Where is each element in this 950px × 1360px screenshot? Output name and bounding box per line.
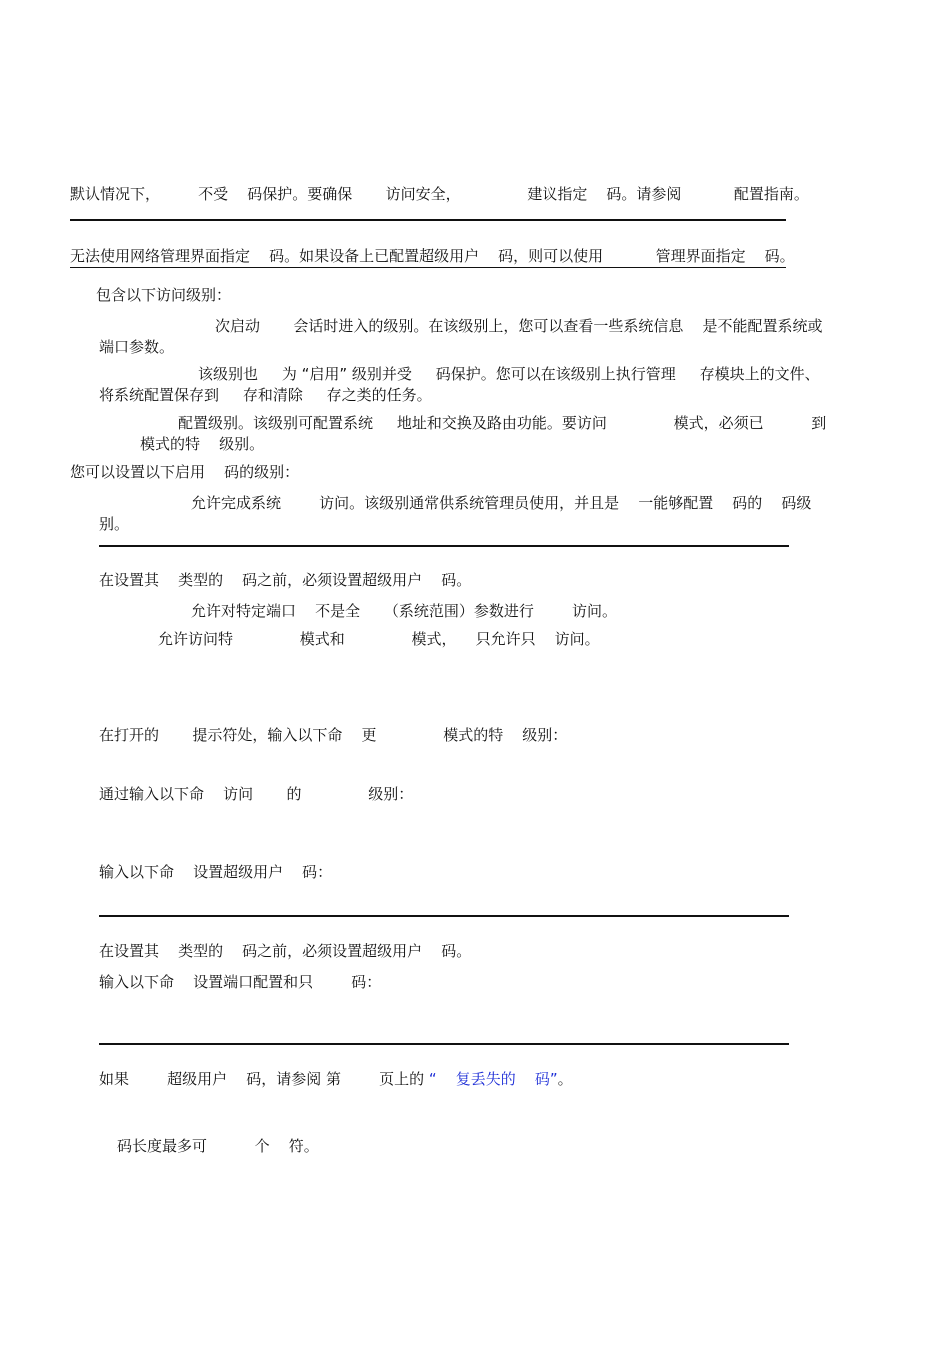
level-privileged-line2: 将系统配置保存到 存和清除 存之类的任务。 [99,386,432,404]
rule [99,545,789,547]
note-super-user-first-2: 在设置其 类型的 码之前，必须设置超级用户 码。 [99,942,472,960]
step-set-port-config: 输入以下命 设置端口配置和只 码： [99,973,382,991]
level-user-line1: 次启动 会话时进入的级别。在该级别上，您可以查看一些系统信息 是不能配置系统或 [215,317,823,335]
step-set-super-user: 输入以下命 设置超级用户 码： [99,863,333,881]
access-levels-heading: 包含以下访问级别： [96,286,232,304]
rule [70,219,786,221]
enable-levels-heading: 您可以设置以下启用 码的级别： [70,463,300,481]
level-read-only: 允许访问特 模式和 模式， 只允许只 访问。 [158,630,600,648]
level-super-user-line1: 允许完成系统 访问。该级别通常供系统管理员使用，并且是 一能够配置 码的 码级 [191,494,812,512]
level-privileged-line1: 该级别也 为 “启用” 级别并受 码保护。您可以在该级别上执行管理 存模块上的文件、 [198,365,820,383]
para-default-password: 默认情况下， 不受 码保护。要确保 访问安全， 建议指定 码。请参阅 配置指南。 [70,185,809,203]
para-web-management: 无法使用网络管理界面指定 码。如果设备上已配置超级用户 码，则可以使用 管理界面指定 码。 [70,247,795,265]
level-port-config: 允许对特定端口 不是全 （系统范围）参数进行 访问。 [191,602,618,620]
tip-forgot-password [99,1069,573,1089]
level-super-user-line2: 别。 [99,515,130,533]
rule [99,1043,789,1045]
step-change-level: 在打开的 提示符处，输入以下命 更 模式的特 级别： [99,726,568,744]
note-super-user-first: 在设置其 类型的 码之前，必须设置超级用户 码。 [99,571,472,589]
level-config-line1: 配置级别。该级别可配置系统 地址和交换及路由功能。要访问 模式，必须已 到 [178,414,827,432]
rule [70,267,786,268]
tip-link-recover-password[interactable]: “ 复丢失的 码” [428,1070,558,1088]
rule [99,915,789,917]
step-access-level: 通过输入以下命 访问 的 级别： [99,785,414,803]
level-config-line2: 模式的特 级别。 [140,435,265,453]
level-user-line2: 端口参数。 [99,338,175,356]
tip-suffix: 。 [557,1070,573,1088]
tip-prefix: 如果 超级用户 码，请参阅 第 页上的 [99,1070,429,1088]
note-password-length: 码长度最多可 个 符。 [117,1137,319,1155]
